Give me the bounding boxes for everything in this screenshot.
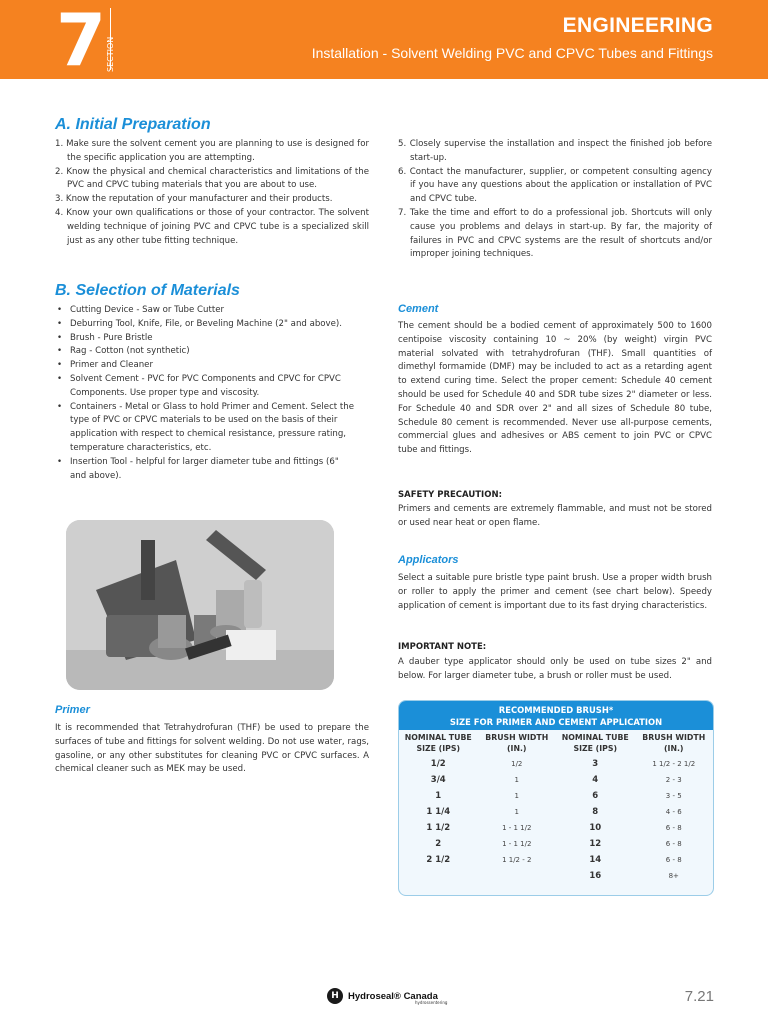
list-item: 2. Know the physical and chemical characteristics and limitations of the PVC and CPVC tubing materials that you are about to use. [55,166,369,191]
cement-text: The cement should be a bodied cement of approximately 500 to 1600 centipoise viscosity containing 10 ~ 20% (by weight) virgin PVC material solvated with tetrahydrofuran (THF). Small quantities of dimethyl formamide (DMF) may be included to act as a retarding agent to extend curing time. Select the proper cement: Schedule 40 cement should be used for Schedule 40 and SDR tube sizes 2" diameter or less. For Schedule 40 and SDR over 2" and all sizes of Schedule 80 tube, Schedule 80 cement is recommended. Never use all-purpose cements, commercial glues and adhesives or ABS cement to join PVC or CPVC tube and fittings. [398,321,712,456]
tools-photo [66,520,334,690]
cement-heading: Cement [398,303,439,315]
table-cell: 1 - 1 1/2 [502,824,532,832]
table-title-line1: RECOMMENDED BRUSH* [498,705,614,715]
table-cell: 1 [435,791,442,801]
important-note-heading: IMPORTANT NOTE: [398,642,487,652]
table-cell: 6 - 8 [665,840,682,848]
table-cell: 4 [592,775,599,785]
applicators-text: Select a suitable pure bristle type paint brush. Use a proper width brush or roller to apply the primer and cement (see chart below). Speedy application of cement is important due to its fast drying characteristics. [398,573,712,611]
list-item: • Containers - Metal or Glass to hold Primer and Cement. Select the type of PVC or CPVC materials to be used on the basis of their application with respect to chemical resistance, pressure rating, temperature characteristics, etc. [55,401,355,456]
table-cell: 2 1/2 [426,855,451,865]
list-item: 1. Make sure the solvent cement you are planning to use is designed for the specific application you are attempting. [55,139,369,163]
initial-preparation-heading: A. Initial Preparation [55,116,211,133]
section-number: 7 [56,0,105,82]
table-row [399,836,713,852]
column-header: NOMINAL TUBE SIZE (IPS) [561,733,629,753]
safety-heading: SAFETY PRECAUTION: [398,490,502,500]
selection-materials-heading: B. Selection of Materials [55,282,240,299]
column-header: BRUSH WIDTH (IN.) [642,733,706,753]
table-cell: 1 [514,792,519,800]
table-cell: 1 - 1 1/2 [502,840,532,848]
list-item: • Primer and Cleaner [55,359,355,373]
table-cell: 16 [589,871,602,881]
list-item: • Deburring Tool, Knife, File, or Beveling Machine (2" and above). [55,318,355,332]
header-title: ENGINEERING [562,14,713,37]
table-cell: 2 - 3 [665,776,682,784]
table-row [399,868,713,884]
applicators-heading: Applicators [398,554,459,566]
table-cell: 1/2 [511,760,523,768]
list-item: 7. Take the time and effort to do a professional job. Shortcuts will only cause you problems and delays in start-up. By far, the majority of failures in PVC and CPVC systems are the result of shortcuts and/or improper joining techniques. [398,207,712,260]
initial-preparation-list-left [55,138,369,248]
table-row [399,788,713,804]
table-cell: 1 [514,808,519,816]
header-subtitle: Installation - Solvent Welding PVC and CPVC Tubes and Fittings [311,45,713,61]
table-header-row [399,730,713,756]
list-item: 3. Know the reputation of your manufacturer and their products. [55,194,333,205]
list-item: • Rag - Cotton (not synthetic) [55,345,355,359]
brush-table-grid [399,730,713,884]
table-cell [399,868,478,884]
logo-text: Hydroseal® Canada [348,990,438,1002]
table-cell: 3 [592,759,599,769]
table-cell: 1 1/2 [426,823,451,833]
table-cell: 2 [435,839,442,849]
safety-text: Primers and cements are extremely flammable, and must not be stored or used near heat or open flame. [398,504,712,528]
table-row [399,772,713,788]
table-cell: 12 [589,839,602,849]
column-header: NOMINAL TUBE SIZE (IPS) [404,733,472,753]
brush-size-table [398,700,714,896]
tools-illustration [66,520,334,690]
materials-list [55,304,355,483]
primer-text: It is recommended that Tetrahydrofuran (THF) be used to prepare the surfaces of tube and fittings for solvent welding. Do not use water, rags, gasoline, or any other substitutes for cleaning PVC or CPVC surfaces. A chemical cleaner such as MEK may be used. [55,723,369,775]
table-cell: 10 [589,823,602,833]
list-item: 6. Contact the manufacturer, supplier, or competent consulting agency if you have any questions about the application or installation of PVC and CPVC tube. [398,166,712,205]
table-cell: 1 1/2 - 2 1/2 [652,760,696,768]
table-cell: 6 - 8 [665,824,682,832]
hydroseal-logo [327,988,448,1005]
table-cell: 1 [514,776,519,784]
table-cell [478,868,557,884]
table-cell: 1/2 [430,759,446,769]
list-item: • Insertion Tool - helpful for larger diameter tube and fittings (6" and above). [55,456,355,484]
primer-heading: Primer [55,704,90,716]
list-item: 5. Closely supervise the installation and inspect the finished job before start-up. [398,139,712,163]
table-cell: 8 [592,807,599,817]
table-cell: 3 - 5 [665,792,682,800]
table-cell: 6 - 8 [665,856,682,864]
column-header: BRUSH WIDTH (IN.) [485,733,549,753]
section-label: SECTION [106,36,115,72]
table-title [399,701,713,730]
list-item: • Solvent Cement - PVC for PVC Components and CPVC for CPVC Components. Use proper type and viscosity. [55,373,355,401]
table-row [399,756,713,772]
section-header [0,0,768,82]
page-number: 7.21 [684,988,714,1005]
table-cell: 4 - 6 [665,808,682,816]
list-item: • Brush - Pure Bristle [55,332,355,346]
logo-tagline: hydrossentering [415,1000,448,1005]
table-row [399,852,713,868]
list-item: • Cutting Device - Saw or Tube Cutter [55,304,355,318]
table-cell: 6 [592,791,599,801]
table-cell: 1 1/4 [426,807,451,817]
table-cell: 8+ [668,872,679,880]
table-row [399,804,713,820]
table-title-line2: SIZE FOR PRIMER AND CEMENT APPLICATION [449,717,663,727]
table-row [399,820,713,836]
important-note-text: A dauber type applicator should only be used on tube sizes 2" and below. For larger diameter tube, a brush or roller must be used. [398,657,712,681]
initial-preparation-list-right [398,138,712,262]
list-item: 4. Know your own qualifications or those of your contractor. The solvent welding technique of joining PVC and CPVC tube is a specialized skill just as any other tube fitting technique. [55,207,369,246]
table-cell: 14 [589,855,602,865]
logo-mark-icon: H [327,988,343,1004]
table-cell: 3/4 [430,775,446,785]
table-cell: 1 1/2 - 2 [502,856,532,864]
